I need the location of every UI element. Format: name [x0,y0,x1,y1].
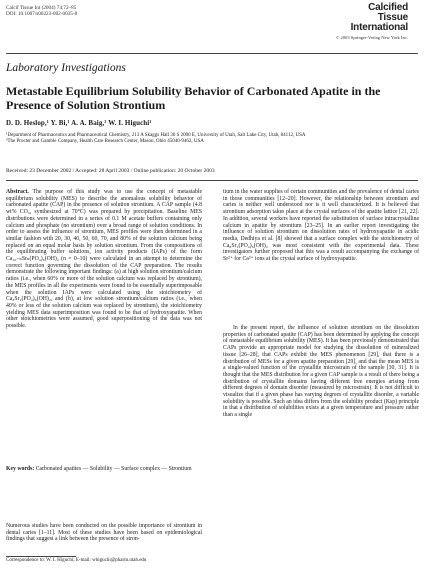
footnote-rule [6,556,76,557]
introduction-paragraph [6,523,202,543]
right-paragraph-2 [223,325,419,419]
logo-line-1: Calcified [368,2,408,13]
abstract-text: The purpose of this study was to use the concept of metastable equilibrium solubility (MES) to describe the anomalous solubility behavior of carbonated apatite (CAP) in the presence of solution strontium. A CAP sample (4.8 wt% CO₃, synthesized at 70°C) was prepared by precipitation. Baseline MES distributions were determined in a series of 0.1 M acetate buffers containing only calcium and phosphate (no strontium) over a broad range of solution conditions. In order to assess the influence of strontium, MES profiles were then determined in a similar fashion with 20, 30, 40, 50, 60, 70, and 80% of the solution calcium being replaced on an equal molar basis by solution strontium. From the compositions of the equilibrating buffer solutions, ion activity products (IAPs) of the form Ca₁₀₋ₙSrₙ(PO₄)₆(OH)₂ (n = 0–10) were calculated in an attempt to determine the correct function governing the dissolution of the CAP preparation. The results demonstrate the following important findings: (a) at high solution strontium/calcium ratios (i.e., when 60% or more of the solution calcium was replaced by strontium), the MES profiles in all the experiments were found to be essentially superimposable when the solution IAPs were calculated using the stoichiometry of Ca₈Sr₂(PO₄)₆(OH)₂, and (b), at low solution strontium/calcium ratios (i.e., when 40% or less of the solution calcium was replaced by strontium), the stoichiometry yielding MES data superimposition was found to be that of hydroxyapatite. When other stoichiometries were assumed, good superpositioning of the data was not possible. [6,189,202,330]
correspondence-footnote: Correspondence to: W. I. Higuchi; E-mail: whiguchi@pharm.utah.edu [6,558,147,563]
intro-text: Numerous studies have been conducted on the possible importance of strontium in dental caries [1–11]. Most of these studies have been based on epidemiological findings that suggest a link between the presence of stron- [6,523,202,543]
journal-line-1: Calcif Tissue Int (2004) 74:72–85 [6,5,77,11]
right-paragraph-1-text: tium in the water supplies of certain communities and the prevalence of dental caries in those communities [12–20]. However, the relationship between strontium and caries is neither well understood nor is it well characterized. It is believed that strontium adsorption takes place at the crystal surfaces of the apatite lattice [21, 22]. In addition, several workers have reported the substitution of surface intracrystalline calcium in apatite by strontium [23–25]. In an earlier report investigating the influence of solution strontium on dissolution rates of hydroxyapatite in acidic media, Dedhiya et al. [8] showed that a surface complex with the stoichiometry of Ca₈Sr₂(PO₄)₆(OH)₂ was most consistent with the experimental data. These investigators further proposed that this was a result accompanying the exchange of Sr²⁺ for Ca²⁺ ions at the crystal surface of hydroxyapatite. [223,189,419,263]
affiliation-2: ²The Procter and Gamble Company, Health Care Research Center, Mason, Ohio 45040-9462, USA [6,139,204,145]
author-list: D. D. Heslop,¹ Y. Bi,¹ A. A. Baig,² W. I. Higuchi¹ [6,119,152,127]
logo-line-3: International [350,22,408,33]
keywords [6,466,202,473]
keywords-label: Key words: [6,466,35,472]
journal-citation [6,5,77,17]
abstract [6,189,202,330]
publication-dates: Received: 23 December 2002 / Accepted: 28 April 2003 / Online publication: 20 October 2003 [6,168,215,174]
copyright-notice: © 2003 Springer-Verlag New York Inc. [335,35,408,40]
affiliations [6,133,418,146]
logo-line-2: Tissue [377,12,408,23]
right-paragraph-2-text: In the present report, the influence of solution strontium on the dissolution properties of carbonated apatite (CAP) has been determined by applying the concept of metastable equilibrium solubility (MES). It has been previously demonstrated that CAPs provide an appropriate model for studying the dissolution of mineralized tissue [26–28], that CAPs exhibit the MES phenomenon [29], that there is a distribution of MESs for a given apatite preparation [29], and that the mean MES is a single-valued function of the crystallite microstrain of the sample [30, 31]. It is thought that the MES distribution for a given CAP sample is a result of there being a distribution of crystallite domains having different free energies arising from different degrees of domain disorder (measured by microstrain). It is not difficult to visualize that if a given phase has varying degrees of crystallite disorder, a variable solubility is possible. Such an idea differs from the solubility product (Ksp) principle in that a distribution of solubilities exists at a given temperature and pressure rather than a single [223,325,419,419]
abstract-label: Abstract. [6,189,29,195]
journal-doi: DOI: 10.1007/s00223-002-0035-8 [6,11,78,18]
section-heading: Laboratory Investigations [6,62,126,74]
right-paragraph-1 [223,189,419,263]
journal-logo [288,3,408,41]
header-rule [6,53,418,54]
keywords-text: Carbonated apatites — Solubility — Surface complex — Strontium [35,466,192,472]
article-title: Metastable Equilibrium Solubility Behavior of Carbonated Apatite in the Presence of Solution Strontium [6,84,381,112]
affiliation-1: ¹Department of Pharmaceutics and Pharmaceutical Chemistry, 213 A Skaggs Hall 30 S 2000 E, University of Utah, Salt Lake City, Utah, 84112, USA [6,133,306,138]
dates-rule [6,180,418,181]
